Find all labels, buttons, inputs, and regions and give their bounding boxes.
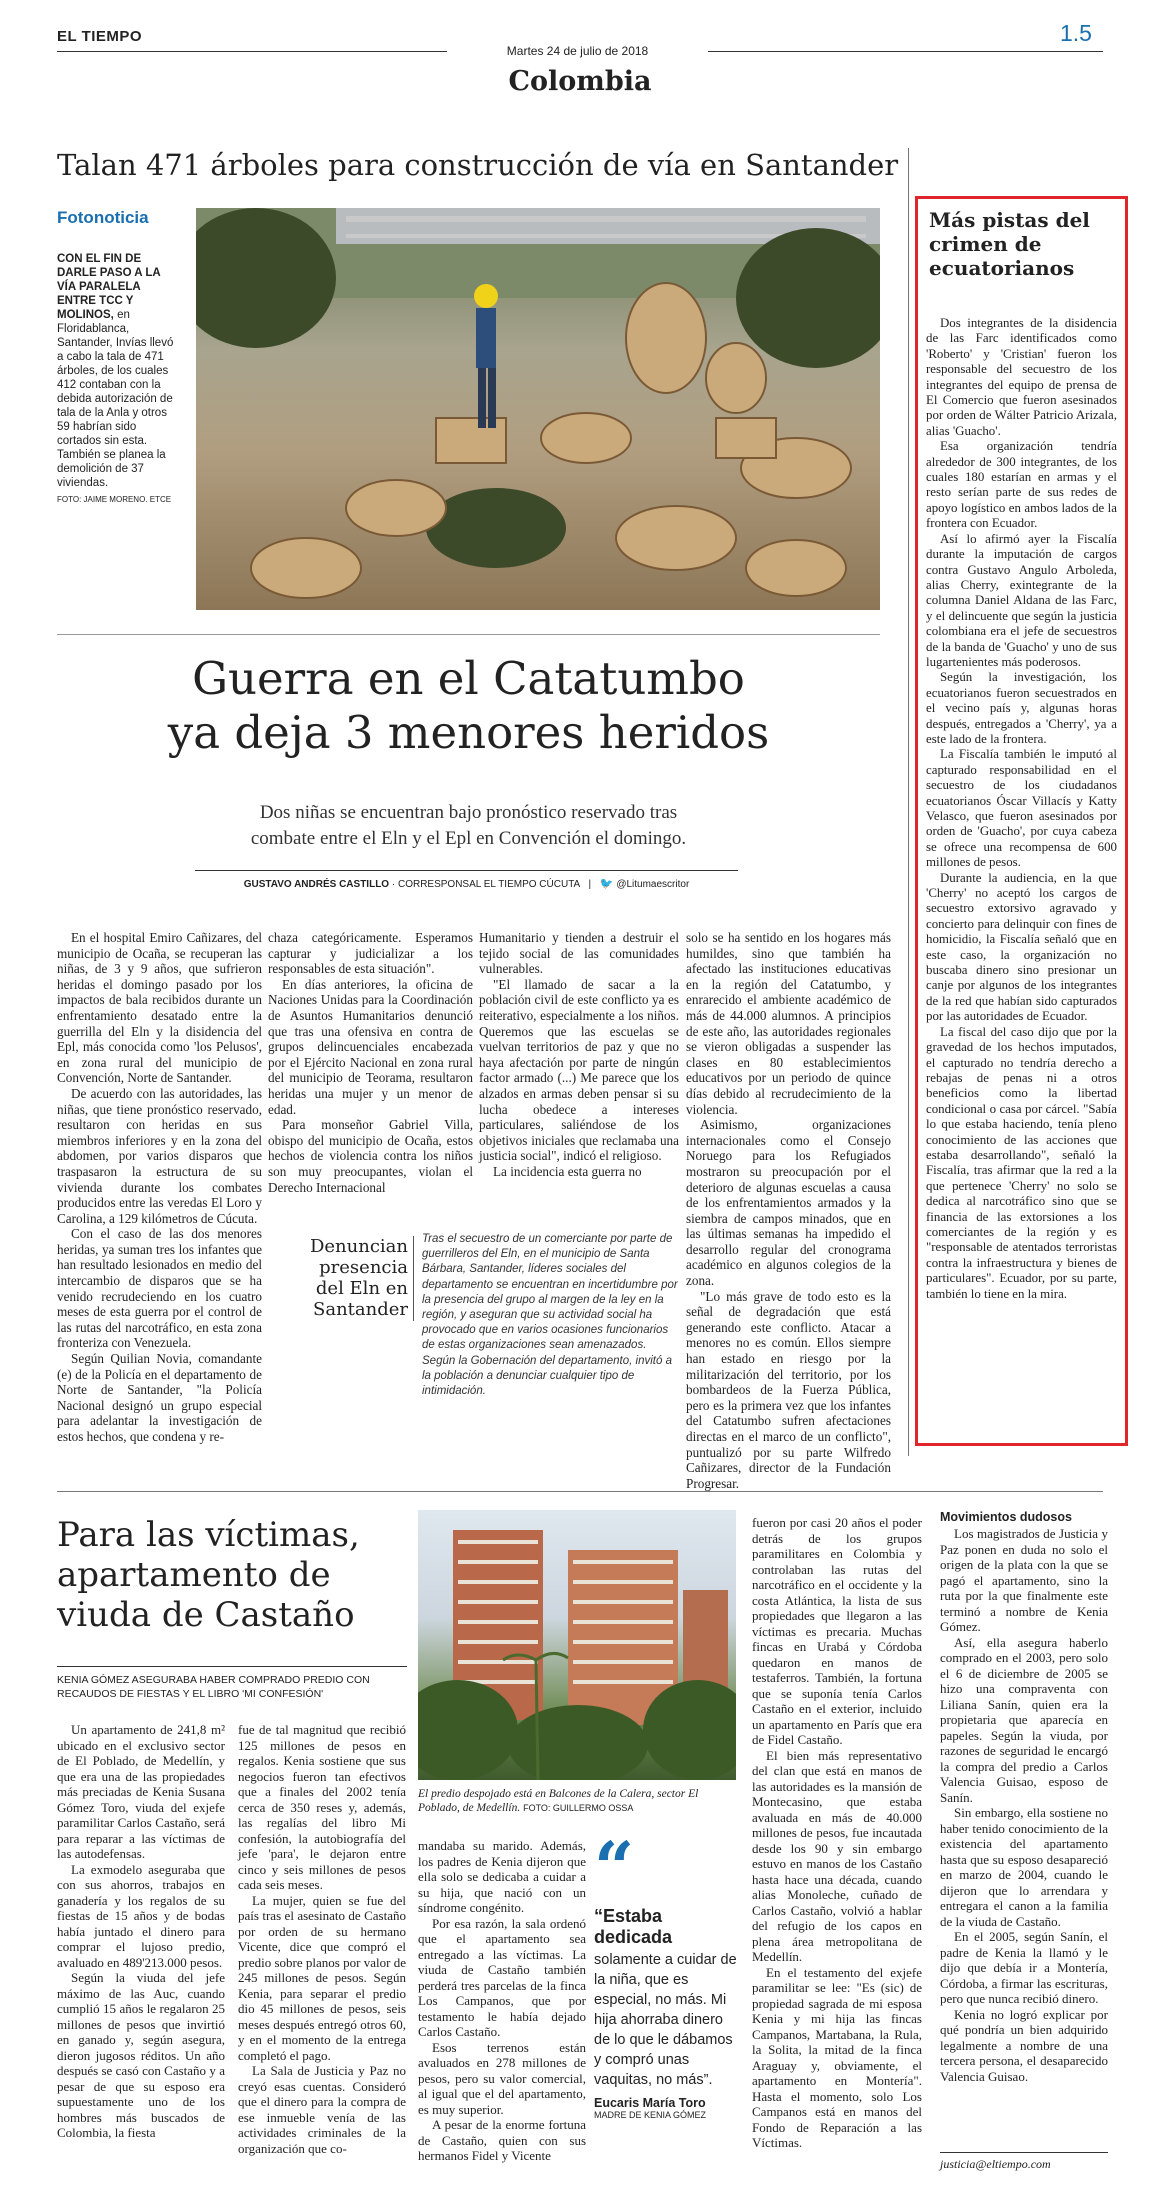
catatumbo-subhead-line2: combate entre el Eln y el Epl en Convención el domingo. bbox=[250, 828, 687, 849]
trees-bottom-rule bbox=[57, 634, 880, 635]
sidebar-title-line: Santander bbox=[313, 1299, 408, 1320]
paragraph: Sin embargo, ella sostiene no haber tenido conocimiento de la existencia del apartamento hasta que su esposo desapareció en marzo de 2004, cuando le dijeron que lo arrendara y entregara el canon a la familia de la viuda de Castaño. bbox=[940, 1805, 1108, 1929]
paragraph: Con el caso de las dos menores heridas, ya suman tres los infantes que han resultado lesionados en medio del intercambio de disparos que se ha venido recrudeciendo en los cuatro meses de esta guerra por el control de las rutas del narcotráfico, en esta zona fronteriza con Venezuela. bbox=[57, 1226, 262, 1351]
castano-col5 bbox=[940, 1510, 1108, 2084]
paragraph: Durante la audiencia, en la que 'Cherry' no aceptó los cargos de secuestro extorsivo agravado y concierto para delinquir con fines de homicidio, la Fiscalía señaló que en este caso, la organización no buscaba dinero sino presionar un canje por algunos de los integrantes de la red que habían sido capturados por las autoridades de Ecuador. bbox=[926, 870, 1117, 1024]
caption-lead: CON EL FIN DE DARLE PASO A LA VÍA PARALELA ENTRE TCC Y MOLINOS, bbox=[57, 253, 161, 321]
paragraph: Por esa razón, la sala ordenó que el apartamento sea entregado a las víctimas. La viuda de Castaño también perderá tres parcelas de la finca Los Campanos, que por testamento le había dejado Carlos Castaño. bbox=[418, 1915, 586, 2039]
photo-caption-text: El predio despojado está en Balcones de la Calera, sector El Poblado, de Medellín. bbox=[418, 1788, 699, 1814]
fotonoticia-caption bbox=[57, 252, 177, 507]
sidebar-title bbox=[268, 1236, 408, 1320]
tree-felling-photo bbox=[196, 208, 880, 610]
quote-author: Eucaris María Toro bbox=[594, 2096, 706, 2110]
paragraph: Esos terrenos están avaluados en 278 millones de pesos, pero su valor comercial, al igual que el del apartamento, es muy superior. bbox=[418, 2039, 586, 2117]
paragraph: Un apartamento de 241,8 m² ubicado en el exclusivo sector de El Poblado, de Medellín, y que era una de las propiedades más preciadas de Kenia Susana Gómez Toro, viuda del exjefe paramilitar Carlos Castaño, será para reparar a las víctimas de las autodefensas. bbox=[57, 1722, 225, 1861]
paragraph: Los magistrados de Justicia y Paz ponen en duda no solo el origen de la plata con la que se pagó el apartamento, sino la ruta por la que finalmente este terminó a nombre de Kenia Gómez. bbox=[940, 1526, 1108, 1634]
catatumbo-headline-line2: ya deja 3 menores heridos bbox=[167, 706, 770, 759]
fotonoticia-label: Fotonoticia bbox=[57, 208, 149, 227]
castano-col2 bbox=[238, 1722, 406, 2156]
paragraph: Según la viuda del jefe máximo de las Auc, cuando cumplió 15 años le regalaron 25 millones de pesos que invirtió en ganado y, según asegura, dieron jugosos réditos. Un año después se casó con Castaño y a pesar de que su esposo era supuestamente uno de los hombres más buscados de Colombia, la fiesta bbox=[57, 1970, 225, 2140]
quote-bold-line: dedicada bbox=[594, 1927, 673, 1947]
sidebar-title-line: presencia bbox=[319, 1257, 408, 1278]
castano-col1 bbox=[57, 1722, 225, 2141]
paragraph: Así lo afirmó ayer la Fiscalía durante la imputación de cargos contra Gustavo Angulo Arboleda, alias Cherry, exintegrante de la columna Daniel Aldana de las Farc, y el delincuente que según la justicia colombiana era el jefe de secuestros de la banda de 'Guacho' y uno de sus lugartenientes más poderosos. bbox=[926, 531, 1117, 669]
paragraph: chaza categóricamente. Esperamos capturar y judicializar a los responsables de esta situación". bbox=[268, 930, 473, 977]
contact-email[interactable]: justicia@eltiempo.com bbox=[940, 2157, 1051, 2171]
paper-name: EL TIEMPO bbox=[57, 28, 143, 45]
email-rule bbox=[940, 2152, 1108, 2153]
quote-bold-line: “Estaba bbox=[594, 1906, 663, 1926]
paragraph: Según Quilian Novia, comandante (e) de la Policía en el departamento de Norte de Santander, "la Policía Nacional designó un grupo especial para adelantar la investigación de estos hechos, que condena y re- bbox=[57, 1351, 262, 1444]
photo-caption-credit: FOTO: GUILLERMO OSSA bbox=[523, 1803, 634, 1813]
paragraph: Esa organización tendría alrededor de 300 integrantes, de los cuales 180 estarían en armas y el resto serían parte de sus redes de apoyo logístico en ambos lados de la frontera con Ecuador. bbox=[926, 439, 1117, 531]
paragraph: Asimismo, organizaciones internacionales como el Consejo Noruego para los Refugiados mostraron su preocupación por el deterioro de algunas escuelas a causa de los enfrentamientos armados y la siembra de campos minados, que en las últimas semanas ha impedido el desarrollo regular del cronograma académico en algunos colegios de la zona. bbox=[686, 1117, 891, 1289]
building-photo bbox=[418, 1510, 736, 1780]
paragraph: La Sala de Justicia y Paz no creyó esas cuentas. Consideró que el dinero para la compra de ese inmueble venía de las actividades criminales de la organización que co- bbox=[238, 2063, 406, 2156]
twitter-handle: @Litumaescritor bbox=[616, 879, 690, 890]
building-photo-caption bbox=[418, 1787, 738, 1815]
pull-quote bbox=[594, 1906, 739, 2120]
byline-name: GUSTAVO ANDRÉS CASTILLO bbox=[243, 879, 390, 890]
ecuador-headline-line: ecuatorianos bbox=[929, 256, 1075, 280]
issue-date: Martes 24 de julio de 2018 bbox=[506, 44, 649, 58]
catatumbo-col1 bbox=[57, 930, 262, 1445]
trees-headline: Talan 471 árboles para construcción de vía en Santander bbox=[57, 148, 899, 182]
col5-body bbox=[940, 1526, 1108, 2084]
building-photo-art bbox=[418, 1510, 736, 1780]
masthead-rule-right bbox=[708, 51, 1103, 52]
byline-role: · CORRESPONSAL EL TIEMPO CÚCUTA bbox=[391, 879, 580, 890]
paragraph: Humanitario y tienden a destruir el tejido social de las comunidades vulnerables. bbox=[479, 930, 679, 977]
paragraph: Kenia no logró explicar por qué pondría un bien adquirido legalmente a nombre de una tercera persona, el desaparecido Valencia Guisao. bbox=[940, 2006, 1108, 2084]
paragraph: Según la investigación, los ecuatorianos fueron secuestrados en el vecino país y, algunas horas después, entregados a 'Cherry', ya a este lado de la frontera. bbox=[926, 670, 1117, 746]
quote-mark: “ bbox=[594, 1826, 635, 1909]
catatumbo-headline bbox=[57, 652, 880, 760]
masthead-rule-left bbox=[57, 51, 447, 52]
paragraph: La incidencia esta guerra no bbox=[493, 1163, 642, 1179]
ecuador-headline-line: Más pistas del bbox=[929, 208, 1090, 232]
ecuador-headline-line: crimen de bbox=[929, 232, 1042, 256]
paragraph: En el hospital Emiro Cañizares, del municipio de Ocaña, se recuperan las niñas, de 3 y 9 años, que sufrieron heridas el domingo pasado por los impactos de bala recibidos durante un enfrentamiento desatado entre la guerrilla del Eln y la disidencia del Epl, más conocida como 'los Pelusos', en zona rural del municipio de Convención, Norte de Santander. bbox=[57, 930, 262, 1086]
paragraph: La Fiscalía también le imputó al capturado responsabilidad en el secuestro de los ciudadanos ecuatorianos Óscar Villacís y Katty Velasco, que fueron asesinados por orden de 'Guacho', por cuya cabeza se ofrece una recompensa de 600 millones de pesos. bbox=[926, 747, 1117, 870]
paragraph: En el testamento del exjefe paramilitar se lee: "Es (sic) de propiedad sagrada de mi esposa Kenia y mi hija las fincas Campanos, Martabana, la Rula, la Solita, la mitad de la finca Araguay y, obviamente, el apartamento en Montería". Hasta el momento, solo Los Campanos está en manos del Fondo de Reparación a las Víctimas. bbox=[752, 1964, 922, 2150]
castano-kicker: KENIA GÓMEZ ASEGURABA HABER COMPRADO PREDIO CON RECAUDOS DE FIESTAS Y EL LIBRO 'MI CONFESIÓN' bbox=[57, 1674, 370, 1700]
trees-photo-credit: FOTO: JAIME MORENO. ETCE bbox=[57, 495, 172, 504]
catatumbo-subhead bbox=[57, 800, 880, 852]
castano-col4 bbox=[752, 1515, 922, 2151]
caption-text: en Floridablanca, Santander, Invías llevó a cabo la tala de 471 árboles, de los cuales 412 contaban con la debida autorización de tala de la Anla y otros 59 habrían sido cortados sin esta. También se planea la demolición de 37 viviendas. bbox=[57, 309, 174, 489]
paragraph: De acuerdo con las autoridades, las niñas, que tiene pronóstico reservado, resultaron con heridas en sus miembros inferiores y en la zona del abdomen, por varios disparos que traspasaron la estructura de su vivienda durante los combates producidos entre las veredas El Loro y Carolina, a 129 kilómetros de Cúcuta. bbox=[57, 1085, 262, 1226]
castano-headline-line: apartamento de bbox=[57, 1555, 331, 1595]
catatumbo-col2 bbox=[268, 930, 473, 1195]
castano-headline-line: Para las víctimas, bbox=[57, 1515, 360, 1555]
sidebar-title-line: Denuncian bbox=[309, 1236, 408, 1257]
quote-text: solamente a cuidar de la niña, que es especial, no más. Mi hija ahorraba dinero de lo que le dábamos y compró unas vaquitas, no más”. bbox=[594, 1952, 737, 2088]
paragraph: A pesar de la enorme fortuna de Castaño, quien con sus hermanos Fidel y Vicente bbox=[418, 2117, 586, 2163]
paragraph: La fiscal del caso dijo que por la gravedad de los hechos imputados, el capturado no tendría derecho a rebajas de penas ni a otros beneficios como la libertad condicional o casa por cárcel. "Sabía lo que estaba haciendo, tenía pleno conocimiento de las acciones que estaba desarrollando", señaló la Fiscalía, tras afirmar que la red a la que pertenece 'Cherry' no solo se dedica al narcotráfico sino que se financia de las extorsiones a los comerciantes de la región y es "responsable de atentados terroristas contra la infraestructura y bienes de particulares". Ecuador, por su parte, también lo tiene en la mira. bbox=[926, 1024, 1117, 1301]
paragraph: El bien más representativo del clan que está en manos de las autoridades es la mansión de Montecasino, que estaba avaluada en más de 40.000 millones de pesos, fue incautada desde los 90 y sin embargo estuvo en manos de los Castaño hasta hace una década, cuando alias Monoleche, cuñado de Carlos Castaño, volvió a hablar del refugio de los capos en plena área metropolitana de Medellín. bbox=[752, 1747, 922, 1964]
paragraph: Para monseñor Gabriel Villa, obispo del municipio de Ocaña, estos hechos de violencia contra los niños son muy preocupantes, violan el Derecho Internacional bbox=[268, 1117, 473, 1195]
catatumbo-subhead-line1: Dos niñas se encuentran bajo pronóstico reservado tras bbox=[259, 802, 678, 823]
paragraph: solo se ha sentido en los hogares más humildes, sino que también ha afectado las instituciones educativas en la región del Catatumbo, y enrarecido el ambiente académico de más de 44.000 alumnos. A principios de este año, las autoridades regionales se vieron obligadas a suspender las clases en 80 establecimientos educativos por un periodo de quince días debido al recrudecimiento de la violencia. bbox=[686, 930, 891, 1117]
catatumbo-headline-line1: Guerra en el Catatumbo bbox=[192, 652, 745, 705]
paragraph: fueron por casi 20 años el poder detrás de los grupos paramilitares en Colombia y controlaban las rutas del narcotráfico en el occidente y la costa Atlántica, la lista de sus propiedades que llegaron a las víctimas es precaria. Muchas fincas en Urabá y Córdoba quedaron en manos de testaferros. También, la fortuna que se suponía tenía Carlos Castaño en el exterior, incluido un apartamento en París que era de Fidel Castaño. bbox=[752, 1515, 922, 1747]
tree-photo-art bbox=[196, 208, 880, 610]
page-number: 1.5 bbox=[1060, 20, 1092, 46]
catatumbo-col4 bbox=[686, 930, 891, 1491]
paragraph: mandaba su marido. Además, los padres de Kenia dijeron que ella solo se dedicaba a cuidar a su hija, que nació con un síndrome congénito. bbox=[418, 1838, 586, 1915]
column-rule bbox=[908, 148, 909, 1456]
col5-heading: Movimientos dudosos bbox=[940, 1510, 1072, 1524]
castano-headline bbox=[57, 1515, 407, 1635]
paragraph: fue de tal magnitud que recibió 125 millones de pesos en regalos. Kenia sostiene que sus negocios fueron tan efectivos que a finales del 2002 tenía cerca de 350 reses y, además, las regalías del libro Mi confesión, la autobiografía del jefe 'para', le dejaron entre cinco y seis millones de pesos cada seis meses. bbox=[238, 1722, 406, 1892]
quote-author-role: MADRE DE KENIA GÓMEZ bbox=[594, 2110, 707, 2120]
sidebar-divider bbox=[413, 1236, 414, 1321]
catatumbo-byline bbox=[195, 877, 738, 890]
castano-col3 bbox=[418, 1838, 586, 2164]
ecuador-headline bbox=[929, 208, 1119, 280]
kicker-rule bbox=[57, 1666, 407, 1667]
ecuador-body bbox=[926, 316, 1117, 1302]
sidebar-text: Tras el secuestro de un comerciante por parte de guerrilleros del Eln, en el municipio de Santa Bárbara, Santander, líderes sociales del departamento se encuentran en incertidumbre por la presencia del grupo al margen de la ley en la región, y aseguran que su actividad social ha provocado que en varios ocasiones funcionarios de estas organizaciones sean amenazados. Según la Gobernación del departamento, invitó a la población a denunciar cualquier tipo de intimidación. bbox=[422, 1232, 679, 1399]
paragraph: En días anteriores, la oficina de Naciones Unidas para la Coordinación de Asuntos Humanitarios denunció que tras una ofensiva en contra de grupos delincuenciales encabezada por el Ejército Nacional en zona rural del municipio de Teorama, resultaron heridas una mujer y un menor de edad. bbox=[268, 976, 473, 1117]
paragraph: La mujer, quien se fue del país tras el asesinato de Castaño por orden de su hermano Vicente, dice que compró el predio sobre planos por valor de 245 millones de pesos. Según Kenia, para separar el predio dio 45 millones de pesos, seis meses después entregó otros 60, y en el momento de la entrega completó el pago. bbox=[238, 1892, 406, 2063]
paragraph: La exmodelo aseguraba que con sus ahorros, trabajos en ganadería y los regalos de su fiestas de 15 años y de bodas había juntado el dinero para comprar el lujoso predio, avaluado en 489'213.000 pesos. bbox=[57, 1861, 225, 1970]
paragraph: Así, ella asegura haberlo comprado en el 2003, pero solo el 6 de diciembre de 2005 se hizo una compraventa con Liliana Sanín, quien era la propietaria que aparecía en papeles. Según la viuda, por razones de seguridad le encargó la compra del predio a Carlos Valencia Guisao, esposo de Sanín. bbox=[940, 1634, 1108, 1805]
sidebar-title-line: del Eln en bbox=[315, 1278, 408, 1299]
paragraph: En el 2005, según Sanín, el padre de Kenia la llamó y le dijo que debía ir a Montería, Córdoba, a firmar las escrituras, pero que nunca recibió dinero. bbox=[940, 1929, 1108, 2006]
paragraph: "El llamado de sacar a la población civil de este conflicto ya es reiterativo, especialmente a los niños. Queremos que las escuelas se vuelvan territorios de paz y que no haya afectación por parte de ningún factor armado (...) Me parece que los alzados en armas deben pensar si su lucha obedece a intereses particulares, saliéndose de los objetivos iniciales que reclamaba una justicia social", indicó el religioso. bbox=[479, 976, 679, 1164]
section-title: Colombia bbox=[508, 66, 652, 97]
lower-section-rule bbox=[57, 1491, 1103, 1492]
paragraph: Dos integrantes de la disidencia de las Farc identificados como 'Roberto' y 'Cristian' fueron los responsable del secuestro de los integrantes del equipo de prensa de El Comercio que fueron asesinados por orden de Wálter Patricio Arizala, alias 'Guacho'. bbox=[926, 316, 1117, 438]
twitter-icon: 🐦 bbox=[599, 878, 614, 890]
paragraph: "Lo más grave de todo esto es la señal de degradación que está generando este conflicto. Atacar a menores no es común. Ellos siempre han estado en riesgo por la militarización del territorio, por los bombardeos de la Fuerza Pública, pero es la primera vez que los infantes del Catatumbo sufren afectaciones directas en el marco de un conflicto", puntualizó por su parte Wilfredo Cañizares, director de la Fundación Progresar. bbox=[686, 1288, 891, 1491]
catatumbo-col3 bbox=[479, 930, 679, 1180]
byline-divider: | bbox=[588, 879, 592, 890]
castano-headline-line: viuda de Castaño bbox=[57, 1595, 355, 1635]
byline-rule bbox=[195, 870, 738, 871]
